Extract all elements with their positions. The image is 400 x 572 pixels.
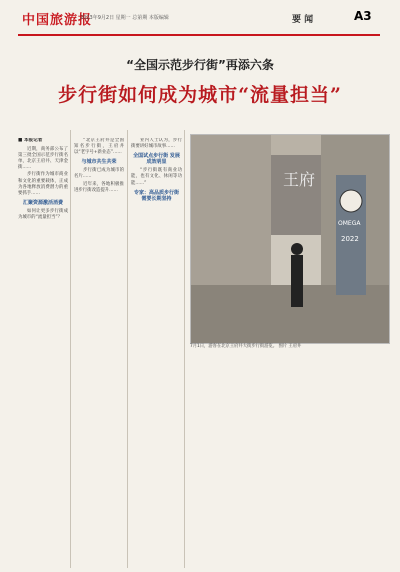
pedestrian [291, 255, 303, 307]
photo-illustration [191, 135, 389, 343]
paragraph: 近年来，各地积极推进步行街改造提升…… [74, 181, 124, 193]
paragraph: 步行街作为城市商业和文化的重要载体，正成为各地释放消费潜力的重要抓手…… [18, 172, 68, 196]
column-divider [127, 130, 128, 568]
omega-logo: OMEGA [338, 220, 361, 227]
newspaper-logo: 中国旅游报 [22, 13, 93, 28]
page-number: A3 [354, 9, 372, 23]
paragraph: “步行街既有商业功能，也有文化、休闲等功能……” [131, 168, 182, 186]
dateline: 2023年9月2日 星期一 总第期 本版编辑 [80, 15, 169, 21]
masthead-rule [18, 34, 380, 36]
masthead [0, 0, 400, 40]
photo-caption: 7月1日，游客在北京王府井大街步行街游览。 图片 王府井 [190, 344, 302, 349]
article-headline: 步行街如何成为城市“流量担当” [58, 84, 342, 106]
tower-date: 2022 [341, 235, 359, 243]
storefront-sign: 王府 [283, 170, 316, 189]
subheading: 专家：高品质步行街 需要长期坚持 [133, 189, 179, 202]
street-photo [190, 134, 390, 344]
article-subtitle: “全国示范步行街”再添六条 [126, 58, 274, 72]
subheading: 汇聚资源激活消费 [22, 199, 63, 206]
paragraph: 步行街已成为城市的名片…… [74, 168, 124, 180]
article-column-1 [18, 138, 68, 568]
subheading: 全国试点步行街 发展成效明显 [133, 153, 180, 166]
column-divider [184, 130, 185, 568]
section-label: 要 闻 [292, 15, 314, 25]
article-column-2 [74, 138, 124, 568]
subheading: 与城市共生共荣 [81, 159, 117, 166]
paragraph: 如何让更多步行街成为城市的“流量担当”？ [18, 208, 68, 221]
paragraph: 业内人士认为，步行街要讲好城市故事…… [131, 138, 182, 150]
clock-face [340, 190, 362, 212]
column-divider [70, 130, 71, 568]
byline: ■ 本报记者 [18, 138, 43, 143]
article-column-3 [131, 138, 182, 568]
paragraph: “北京王府井是全国知名步行街，王府井以“老字号+新业态”…… [74, 138, 124, 156]
paragraph: 近期，商务部公布了第三批全国示范步行街名单，北京王府井、天津金街…… [18, 147, 68, 171]
